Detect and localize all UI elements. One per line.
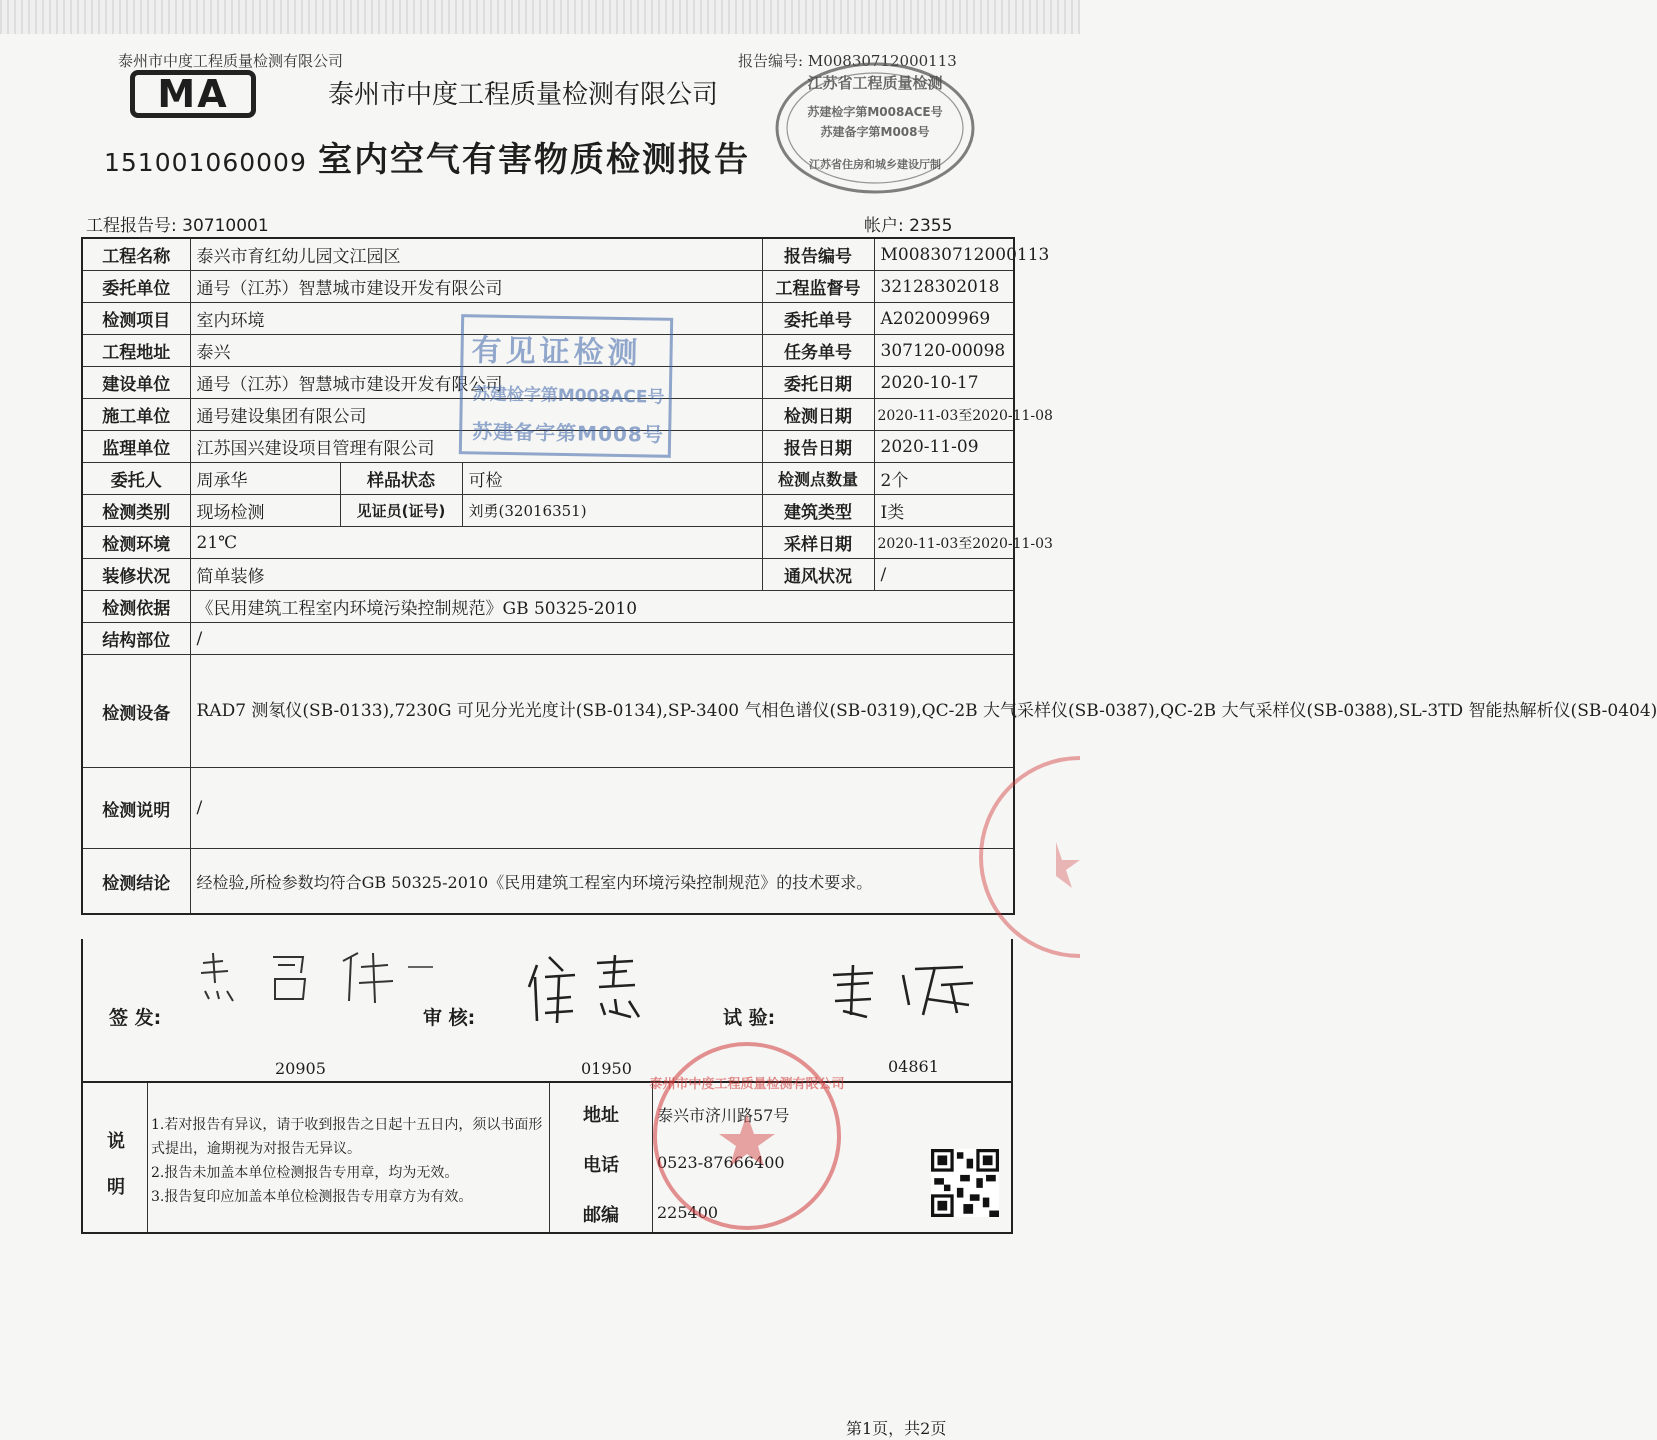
stamp-title: 有见证检测 bbox=[471, 333, 642, 372]
test-conclusion-value: 经检验,所检参数均符合GB 50325-2010《民用建筑工程室内环境污染控制规范》的技术要求。 bbox=[190, 849, 1014, 915]
project-report-number bbox=[86, 211, 269, 236]
issue-label: 签 发: bbox=[109, 1007, 162, 1029]
ventilation-value: / bbox=[874, 559, 1014, 591]
company-seal bbox=[642, 1036, 852, 1236]
table-row bbox=[82, 768, 1014, 849]
table-row bbox=[82, 495, 1014, 527]
test-category-value: 现场检测 bbox=[190, 495, 340, 527]
address-value: 泰兴市济川路57号 bbox=[657, 1106, 790, 1125]
field-label: 样品状态 bbox=[340, 463, 462, 495]
postcode-value: 225400 bbox=[657, 1203, 719, 1222]
company-name-small: 泰州市中度工程质量检测有限公司 bbox=[118, 52, 344, 70]
cma-logo: MA bbox=[130, 70, 256, 118]
test-points-value: 2个 bbox=[874, 463, 1014, 495]
test-environment-value: 21℃ bbox=[190, 527, 762, 559]
company-name-large: 泰州市中度工程质量检测有限公司 bbox=[328, 80, 719, 110]
entrusted-person-value: 周承华 bbox=[190, 463, 340, 495]
stamp-line: 苏建备字第M008号 bbox=[471, 419, 665, 447]
phone-value: 0523-87666400 bbox=[657, 1153, 785, 1172]
reviewer-signature bbox=[523, 947, 663, 1027]
witness-value: 刘勇(32016351) bbox=[462, 495, 762, 527]
field-label: 工程地址 bbox=[82, 335, 190, 367]
building-type-value: Ⅰ类 bbox=[874, 495, 1014, 527]
field-label: 委托日期 bbox=[762, 367, 874, 399]
notes-header bbox=[83, 1083, 148, 1232]
test-remarks-value: / bbox=[190, 768, 1014, 849]
account-value: 2355 bbox=[909, 216, 953, 236]
field-label: 检测说明 bbox=[82, 768, 190, 849]
address-label: 地址 bbox=[583, 1105, 619, 1126]
field-label: 委托人 bbox=[82, 463, 190, 495]
field-label: 检测结论 bbox=[82, 849, 190, 915]
field-label: 建筑类型 bbox=[762, 495, 874, 527]
table-row bbox=[82, 463, 1014, 495]
issue-code: 20905 bbox=[275, 1059, 326, 1078]
field-label: 检测点数量 bbox=[762, 463, 874, 495]
table-row bbox=[82, 238, 1014, 271]
field-label: 检测类别 bbox=[82, 495, 190, 527]
phone-label: 电话 bbox=[583, 1155, 619, 1176]
field-label: 检测项目 bbox=[82, 303, 190, 335]
scan-top-band bbox=[0, 0, 1080, 34]
report-date-value: 2020-11-09 bbox=[874, 431, 1014, 463]
table-row bbox=[82, 559, 1014, 591]
page-number: 第1页，共2页 bbox=[846, 1419, 947, 1438]
issuer-signature bbox=[183, 943, 443, 1013]
report-title: 室内空气有害物质检测报告 bbox=[318, 140, 750, 180]
notes-header-char: 说 bbox=[107, 1131, 125, 1152]
witness-test-stamp bbox=[459, 314, 673, 458]
notes-header-char: 明 bbox=[107, 1177, 125, 1198]
field-label: 见证员(证号) bbox=[340, 495, 462, 527]
report-number-label: 报告编号: bbox=[738, 52, 804, 70]
contact-labels bbox=[549, 1083, 653, 1232]
edge-seal bbox=[1016, 752, 1080, 962]
test-code: 04861 bbox=[888, 1057, 939, 1076]
seal-text-line3: 苏建备字第M008号 bbox=[820, 125, 930, 139]
field-label: 工程监督号 bbox=[762, 271, 874, 303]
field-label: 任务单号 bbox=[762, 335, 874, 367]
test-label: 试 验: bbox=[723, 1007, 776, 1029]
decoration-value: 简单装修 bbox=[190, 559, 762, 591]
footer-notes-box bbox=[81, 1081, 1013, 1234]
seal-text: 泰州市中度工程质量检测有限公司 bbox=[649, 1077, 845, 1092]
field-label: 结构部位 bbox=[82, 623, 190, 655]
structure-part-value: / bbox=[190, 623, 1014, 655]
field-label: 检测日期 bbox=[762, 399, 874, 431]
project-report-value: 30710001 bbox=[182, 216, 269, 236]
signature-section bbox=[81, 939, 1013, 1083]
project-report-label: 工程报告号: bbox=[86, 216, 177, 236]
commission-number-value: A202009969 bbox=[874, 303, 1014, 335]
supervision-number-value: 32128302018 bbox=[874, 271, 1014, 303]
contractor-value: 通号建设集团有限公司 bbox=[190, 399, 762, 431]
table-row bbox=[82, 623, 1014, 655]
client-value: 通号（江苏）智慧城市建设开发有限公司 bbox=[190, 271, 762, 303]
test-basis-value: 《民用建筑工程室内环境污染控制规范》GB 50325-2010 bbox=[190, 591, 1014, 623]
project-name-value: 泰兴市育红幼儿园文江园区 bbox=[190, 238, 762, 271]
builder-value: 通号（江苏）智慧城市建设开发有限公司 bbox=[190, 367, 762, 399]
field-label: 报告编号 bbox=[762, 238, 874, 271]
field-label: 委托单号 bbox=[762, 303, 874, 335]
field-label: 委托单位 bbox=[82, 271, 190, 303]
field-label: 检测设备 bbox=[82, 655, 190, 768]
test-item-value: 室内环境 bbox=[190, 303, 762, 335]
field-label: 检测依据 bbox=[82, 591, 190, 623]
field-label: 报告日期 bbox=[762, 431, 874, 463]
test-equipment-value: RAD7 测氡仪(SB-0133),7230G 可见分光光度计(SB-0134),SP-3400 气相色谱仪(SB-0319),QC-2B 大气采样仪(SB-0387),QC-2B 大气采样仪(SB-0388),SL-3TD 智能热解析仪(SB-0404) bbox=[190, 655, 1014, 768]
commission-date-value: 2020-10-17 bbox=[874, 367, 1014, 399]
table-row bbox=[82, 591, 1014, 623]
table-row bbox=[82, 849, 1014, 915]
report-number-value: M00830712000113 bbox=[874, 238, 1014, 271]
account-number bbox=[864, 211, 952, 236]
field-label: 监理单位 bbox=[82, 431, 190, 463]
seal-text-top: 江苏省工程质量检测 bbox=[807, 74, 943, 92]
sampling-date-value: 2020-11-03至2020-11-03 bbox=[874, 527, 1014, 559]
project-address-value: 泰兴 bbox=[190, 335, 762, 367]
table-row bbox=[82, 271, 1014, 303]
table-row bbox=[82, 527, 1014, 559]
postcode-label: 邮编 bbox=[583, 1205, 619, 1226]
field-label: 工程名称 bbox=[82, 238, 190, 271]
task-number-value: 307120-00098 bbox=[874, 335, 1014, 367]
table-row bbox=[82, 655, 1014, 768]
field-label: 通风状况 bbox=[762, 559, 874, 591]
field-label: 检测环境 bbox=[82, 527, 190, 559]
account-label: 帐户: bbox=[864, 216, 904, 236]
note-item: 2.报告未加盖本单位检测报告专用章，均为无效。 bbox=[151, 1165, 459, 1181]
qr-code bbox=[931, 1149, 999, 1217]
field-label: 装修状况 bbox=[82, 559, 190, 591]
test-date-value: 2020-11-03至2020-11-08 bbox=[874, 399, 1014, 431]
field-label: 施工单位 bbox=[82, 399, 190, 431]
sample-status-value: 可检 bbox=[462, 463, 762, 495]
seal-text-line2: 苏建检字第M008ACE号 bbox=[807, 105, 943, 119]
notes-list bbox=[151, 1113, 549, 1209]
field-label: 建设单位 bbox=[82, 367, 190, 399]
tester-signature bbox=[823, 955, 983, 1025]
stamp-line: 苏建检字第M008ACE号 bbox=[472, 384, 665, 408]
review-label: 审 核: bbox=[423, 1007, 476, 1029]
note-item: 1.若对报告有异议，请于收到报告之日起十五日内，须以书面形式提出，逾期视为对报告无异议。 bbox=[151, 1117, 543, 1157]
supervisor-value: 江苏国兴建设项目管理有限公司 bbox=[190, 431, 762, 463]
report-number-value: M00830712000113 bbox=[807, 52, 957, 70]
review-code: 01950 bbox=[581, 1059, 632, 1078]
cma-certificate-number: 151001060009 bbox=[104, 148, 307, 177]
note-item: 3.报告复印应加盖本单位检测报告专用章方为有效。 bbox=[151, 1189, 473, 1205]
seal-text-bottom: 江苏省住房和城乡建设厅制 bbox=[809, 158, 941, 171]
qualification-seal bbox=[770, 56, 980, 196]
field-label: 采样日期 bbox=[762, 527, 874, 559]
